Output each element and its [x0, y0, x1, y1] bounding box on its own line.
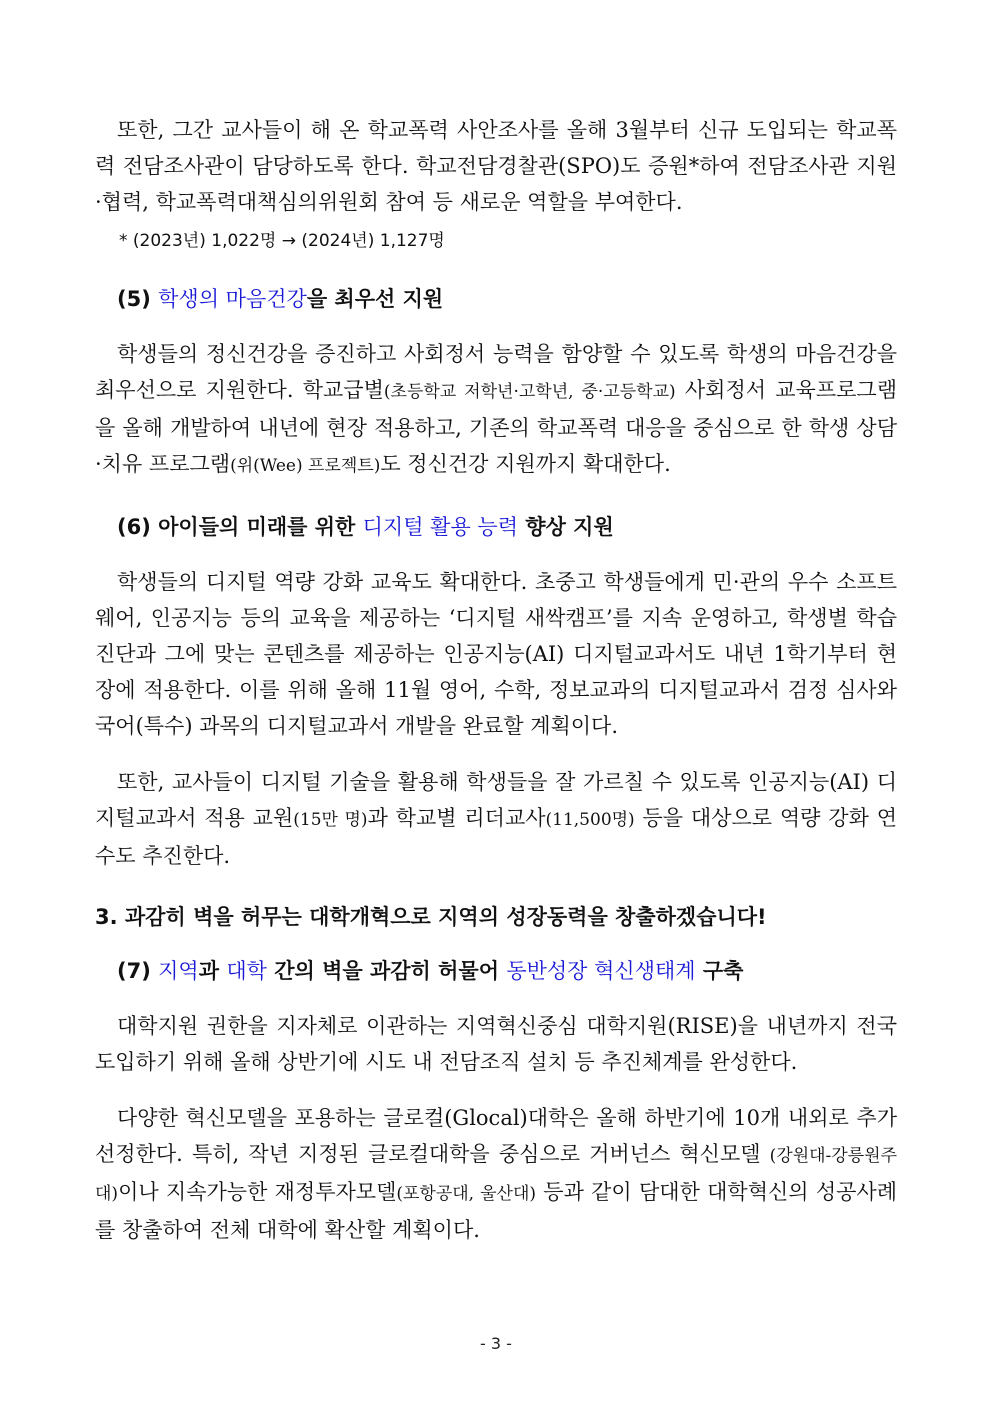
heading-rest: 을 최우선 지원	[306, 287, 444, 311]
text-segment: 등과 같이 담대한 대학혁신의 성공사례를 창출하여 전체 대학에 확산할 계획이다.	[95, 1180, 897, 1242]
text-small: (11,500명)	[545, 810, 635, 830]
heading-digital-ability	[95, 510, 897, 544]
heading-number: (7)	[117, 959, 159, 983]
text-small: (15만 명)	[293, 810, 368, 830]
paragraph-rise: 대학지원 권한을 지자체로 이관하는 지역혁신중심 대학지원(RISE)을 내년까지 전국 도입하기 위해 올해 상반기에 시도 내 전담조직 설치 등 추진체계를 완성한다.	[95, 1014, 897, 1074]
text-small: (초등학교 저학년·고학년, 중·고등학교)	[383, 382, 676, 402]
document-body	[95, 112, 897, 1248]
text-segment: 학생들의 정신건강을 증진하고 사회정서 능력을 함양할 수 있도록 학생의 마음건강을 최우선으로 지원한다. 학교급별	[95, 342, 897, 402]
heading-highlight: 디지털 활용 능력	[362, 515, 518, 539]
heading-mental-health	[95, 282, 897, 316]
section-heading-university-reform: 3. 과감히 벽을 허무는 대학개혁으로 지역의 성장동력을 창출하겠습니다!	[95, 905, 767, 929]
text-segment: 사회정서 교육프로그램을 올해 개발하여 내년에 현장 적용하고, 기존의 학교폭력 대응을 중심으로 한 학생 상담·치유 프로그램	[95, 378, 897, 476]
footnote-spo-count: * (2023년) 1,022명 → (2024년) 1,127명	[119, 231, 445, 251]
text-segment: 이나 지속가능한 재정투자모델	[118, 1180, 397, 1204]
paragraph-glocal	[95, 1100, 897, 1248]
page-number: - 3 -	[480, 1334, 512, 1353]
heading-highlight: 동반성장 혁신생태계	[506, 959, 696, 983]
paragraph-spo: 또한, 그간 교사들이 해 온 학교폭력 사안조사를 올해 3월부터 신규 도입되는 학교폭력 전담조사관이 담당하도록 한다. 학교전담경찰관(SPO)도 증원*하여 전담조사관 지원·협력, 학교폭력대책심의위원회 참여 등 새로운 역할을 부여한다.	[95, 118, 897, 214]
heading-prefix: (6) 아이들의 미래를 위한	[117, 515, 363, 539]
heading-rest: 구축	[695, 959, 744, 983]
text-segment: 과 학교별 리더교사	[367, 806, 546, 830]
heading-highlight: 대학	[226, 959, 267, 983]
heading-number: (5)	[117, 287, 159, 311]
heading-highlight: 학생의 마음건강	[158, 287, 307, 311]
heading-highlight: 지역	[158, 959, 199, 983]
heading-rest: 향상 지원	[517, 515, 614, 539]
heading-text: 간의 벽을 과감히 허물어	[266, 959, 507, 983]
paragraph-digital-education: 학생들의 디지털 역량 강화 교육도 확대한다. 초중고 학생들에게 민·관의 우수 소프트웨어, 인공지능 등의 교육을 제공하는 ‘디지털 새싹캠프’를 지속 운영하고, 학생별 학습진단과 그에 맞는 콘텐츠를 제공하는 인공지능(AI) 디지털교과서도 내년 1학기부터 현장에 적용한다. 이를 위해 올해 11월 영어, 수학, 정보교과의 디지털교과서 검정 심사와 국어(특수) 과목의 디지털교과서 개발을 완료할 계획이다.	[95, 570, 897, 738]
text-segment: 다양한 혁신모델을 포용하는 글로컬(Glocal)대학은 올해 하반기에 10개 내외로 추가 선정한다. 특히, 작년 지정된 글로컬대학을 중심으로 거버넌스 혁신모델	[95, 1106, 897, 1166]
text-small: (위(Wee) 프로젝트)	[230, 456, 381, 476]
text-segment: 또한, 교사들이 디지털 기술을 활용해 학생들을 잘 가르칠 수 있도록 인공지능(AI) 디지털교과서 적용 교원	[95, 770, 897, 830]
text-small: (강원대-강릉원주대)	[95, 1146, 897, 1204]
heading-regional-university	[95, 954, 897, 988]
paragraph-teacher-training	[95, 764, 897, 874]
paragraph-mental-health	[95, 336, 897, 484]
heading-text: 과	[198, 959, 227, 983]
text-segment: 등을 대상으로 역량 강화 연수도 추진한다.	[95, 806, 897, 868]
text-segment: 도 정신건강 지원까지 확대한다.	[380, 452, 671, 476]
text-small: (포항공대, 울산대)	[396, 1184, 536, 1204]
